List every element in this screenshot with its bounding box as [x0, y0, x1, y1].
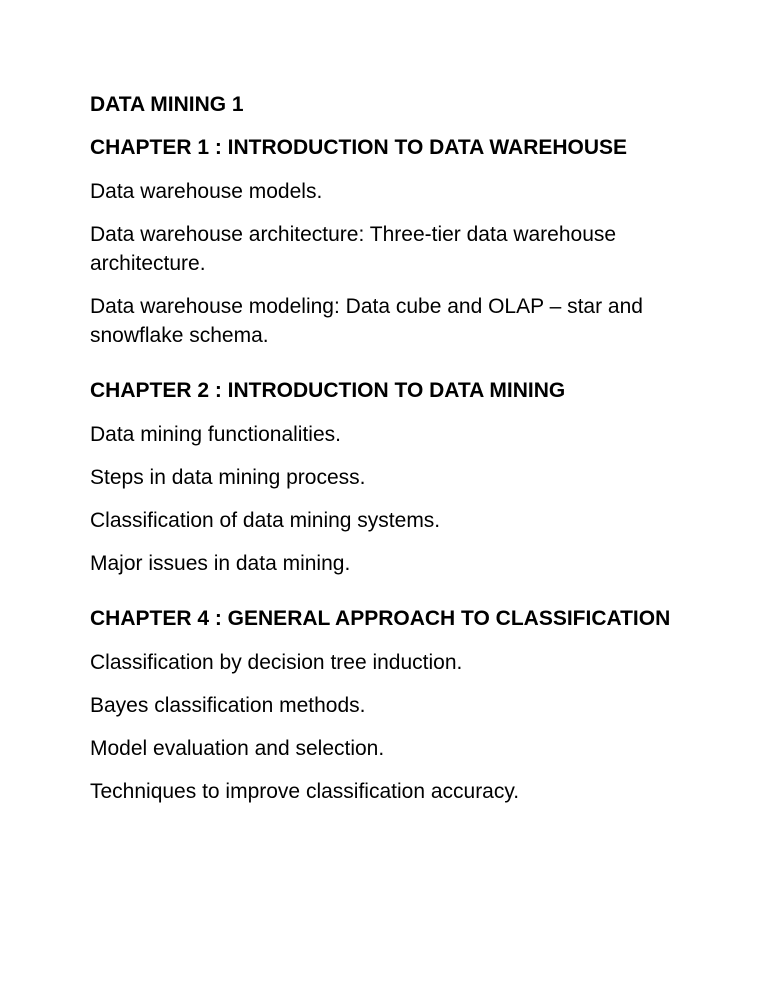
chapter-heading: CHAPTER 1 : INTRODUCTION TO DATA WAREHOUSE [90, 136, 628, 159]
topic-item: Classification of data mining systems. [90, 509, 441, 532]
document-page [90, 92, 710, 820]
topic-item: Bayes classification methods. [90, 694, 366, 717]
topic-item: Data warehouse models. [90, 180, 323, 203]
topic-item: Steps in data mining process. [90, 466, 366, 489]
topic-item: Classification by decision tree induction. [90, 651, 463, 674]
chapter-4 [90, 606, 710, 806]
chapter-2 [90, 378, 710, 578]
topic-item: Model evaluation and selection. [90, 737, 385, 760]
chapter-heading: CHAPTER 4 : GENERAL APPROACH TO CLASSIFICATION [90, 607, 671, 630]
chapter-heading: CHAPTER 2 : INTRODUCTION TO DATA MINING [90, 379, 566, 402]
chapter-1 [90, 135, 710, 350]
document-title: DATA MINING 1 [90, 93, 244, 116]
topic-item: Data warehouse modeling: Data cube and OLAP – star and snowflake schema. [90, 295, 643, 347]
topic-item: Data mining functionalities. [90, 423, 341, 446]
topic-item: Major issues in data mining. [90, 552, 351, 575]
topic-item: Techniques to improve classification accuracy. [90, 780, 520, 803]
topic-item: Data warehouse architecture: Three-tier data warehouse architecture. [90, 223, 617, 275]
